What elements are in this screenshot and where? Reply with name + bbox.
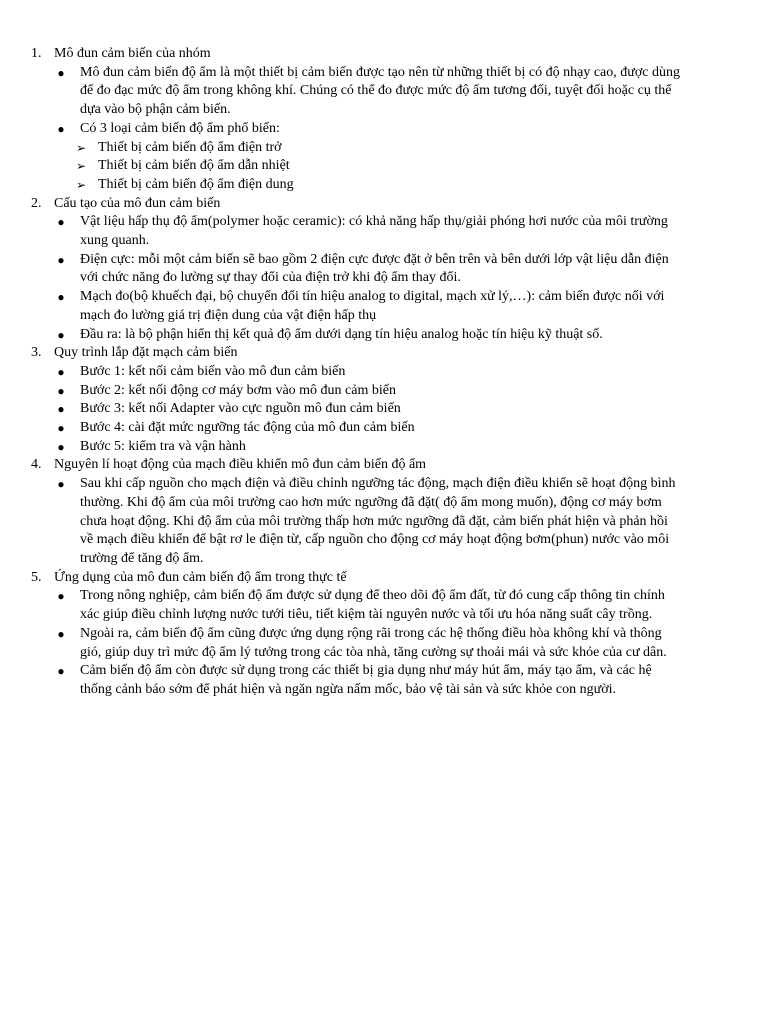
bullet-dot-icon: ● bbox=[57, 477, 65, 492]
bullet-dot-icon: ● bbox=[57, 364, 65, 379]
list-item-text: Mạch đo(bộ khuếch đại, bộ chuyển đổi tín hiệu analog to digital, mạch xử lý,…): cảm biến được nối với mạch đo lường giá trị điện dung của vật điện hấp thụ bbox=[80, 289, 665, 323]
list-item-text: Bước 3: kết nối Adapter vào cực nguồn mô đun cảm biến bbox=[80, 401, 401, 417]
section-number: 1. bbox=[31, 46, 42, 61]
list-item-text: Bước 4: cài đặt mức ngưỡng tác động của mô đun cảm biến bbox=[80, 420, 415, 436]
arrowhead-bullet-icon: ➢ bbox=[76, 177, 87, 192]
section-number: 4. bbox=[31, 457, 42, 473]
list-item bbox=[0, 625, 768, 662]
section-title: Mô đun cảm biến của nhóm bbox=[54, 46, 211, 61]
bullet-dot-icon: ● bbox=[57, 215, 65, 230]
section-heading bbox=[0, 456, 768, 475]
list-item-text: Bước 5: kiểm tra và vận hành bbox=[80, 438, 246, 454]
section-heading bbox=[0, 344, 768, 363]
list-item bbox=[0, 438, 768, 457]
list-item bbox=[0, 120, 768, 139]
section-title: Cấu tạo của mô đun cảm biến bbox=[54, 195, 221, 211]
section-title: Ứng dụng của mô đun cảm biến độ ẩm trong thực tế bbox=[54, 569, 347, 585]
section-4 bbox=[0, 456, 768, 568]
bullet-dot-icon: ● bbox=[57, 290, 65, 305]
section-heading bbox=[0, 45, 768, 64]
section-title: Quy trình lắp đặt mạch cảm biến bbox=[54, 345, 238, 361]
list-item bbox=[0, 64, 768, 120]
sub-list-item-text: Thiết bị cảm biến độ ẩm điện dung bbox=[98, 176, 294, 192]
bullet-dot-icon: ● bbox=[57, 121, 65, 136]
bullet-dot-icon: ● bbox=[57, 65, 65, 80]
bullet-dot-icon: ● bbox=[57, 383, 65, 398]
section-1 bbox=[0, 45, 768, 195]
list-item bbox=[0, 363, 768, 382]
arrowhead-bullet-icon: ➢ bbox=[76, 140, 87, 155]
list-item bbox=[0, 475, 768, 569]
section-title: Nguyên lí hoạt động của mạch điều khiển mô đun cảm biến độ ẩm bbox=[54, 457, 427, 473]
section-number: 5. bbox=[31, 569, 42, 585]
sub-bullet-list bbox=[0, 139, 768, 195]
section-3 bbox=[0, 344, 768, 456]
bullet-dot-icon: ● bbox=[57, 589, 65, 604]
list-item bbox=[0, 587, 768, 624]
bullet-dot-icon: ● bbox=[57, 664, 65, 679]
list-item-text: Có 3 loại cảm biến độ ẩm phổ biến: bbox=[80, 120, 280, 136]
section-2 bbox=[0, 195, 768, 345]
sub-list-item bbox=[0, 139, 768, 158]
list-item-text: Vật liệu hấp thụ độ ẩm(polymer hoặc ceramic): có khả năng hấp thụ/giải phóng hơi nước của môi trường xung quanh. bbox=[80, 214, 668, 249]
sub-list-item bbox=[0, 157, 768, 176]
bullet-dot-icon: ● bbox=[57, 439, 65, 454]
sub-list-item-text: Thiết bị cảm biến độ ẩm điện trở bbox=[98, 139, 282, 155]
arrowhead-bullet-icon: ➢ bbox=[76, 159, 87, 174]
section-heading bbox=[0, 569, 768, 588]
section-heading bbox=[0, 195, 768, 214]
list-item-text: Trong nông nghiệp, cảm biến độ ẩm được sử dụng để theo dõi độ ẩm đất, từ đó cung cấp thông tin chính xác giúp điều chỉnh lượng nước tưới tiêu, tiết kiệm tài nguyên nước và tối ưu hóa năng suất cây trồng. bbox=[80, 588, 665, 623]
bullet-dot-icon: ● bbox=[57, 421, 65, 436]
list-item bbox=[0, 288, 768, 325]
list-item bbox=[0, 326, 768, 345]
bullet-list bbox=[0, 64, 768, 139]
section-5 bbox=[0, 569, 768, 700]
list-item bbox=[0, 382, 768, 401]
bullet-dot-icon: ● bbox=[57, 402, 65, 417]
section-number: 3. bbox=[31, 345, 42, 361]
list-item bbox=[0, 419, 768, 438]
list-item-text: Mô đun cảm biến độ ẩm là một thiết bị cảm biến được tạo nên từ những thiết bị có độ nhạy cao, được dùng để đo đạc mức độ ẩm trong không khí. Chúng có thể đo được mức độ ẩm tương đối, tuyệt đối hoặc cụ thể dựa vào bộ phận cảm biến. bbox=[80, 64, 680, 118]
bullet-list bbox=[0, 363, 768, 457]
section-number: 2. bbox=[31, 195, 42, 211]
bullet-list bbox=[0, 587, 768, 699]
list-item-text: Đầu ra: là bộ phận hiển thị kết quả độ ẩm dưới dạng tín hiệu analog hoặc tín hiệu kỹ thuật số. bbox=[80, 326, 603, 342]
bullet-list bbox=[0, 213, 768, 344]
bullet-dot-icon: ● bbox=[57, 626, 65, 641]
sub-list-item-text: Thiết bị cảm biến độ ẩm dẫn nhiệt bbox=[98, 158, 290, 174]
list-item-text: Bước 2: kết nối động cơ máy bơm vào mô đun cảm biến bbox=[80, 382, 396, 398]
list-item bbox=[0, 251, 768, 288]
list-item-text: Ngoài ra, cảm biến độ ẩm cũng được ứng dụng rộng rãi trong các hệ thống điều hòa không khí và thông gió, giúp duy trì mức độ ẩm lý tưởng trong các tòa nhà, tăng cường sự thoải mái và sức khỏe của cư dân. bbox=[80, 625, 667, 660]
list-item bbox=[0, 662, 768, 699]
bullet-list bbox=[0, 475, 768, 569]
list-item-text: Điện cực: mỗi một cảm biến sẽ bao gồm 2 điện cực được đặt ở bên trên và bên dưới lớp vật liệu dẫn điện với chức năng đo lường sự thay đổi của điện trở khi độ ẩm thay đổi. bbox=[80, 251, 669, 286]
list-item-text: Bước 1: kết nối cảm biến vào mô đun cảm biến bbox=[80, 363, 346, 379]
sub-list-item bbox=[0, 176, 768, 195]
list-item bbox=[0, 400, 768, 419]
list-item bbox=[0, 213, 768, 250]
list-item-text: Cảm biến độ ẩm còn được sử dụng trong các thiết bị gia dụng như máy hút ẩm, máy tạo ẩm, và các hệ thống cảnh báo sớm để phát hiện và ngăn ngừa nấm mốc, bảo vệ tài sản và sức khỏe con người. bbox=[80, 663, 652, 697]
bullet-dot-icon: ● bbox=[57, 327, 65, 342]
list-item-text: Sau khi cấp nguồn cho mạch điện và điều chỉnh ngưỡng tác động, mạch điện điều khiển sẽ hoạt động bình thường. Khi độ ẩm của môi trường cao hơn mức ngưỡng đã đặt( độ ẩm mong muốn), động cơ máy bơm chưa hoạt động. Khi độ ẩm của môi trường thấp hơn mức ngưỡng đã đặt, cảm biến phát hiện và phản hồi về mạch điều khiển để bật rơ le điện từ, cấp nguồn cho động cơ máy hoạt động bơm(phun) nước vào môi trường để tăng độ ẩm. bbox=[80, 476, 676, 566]
bullet-dot-icon: ● bbox=[57, 252, 65, 267]
